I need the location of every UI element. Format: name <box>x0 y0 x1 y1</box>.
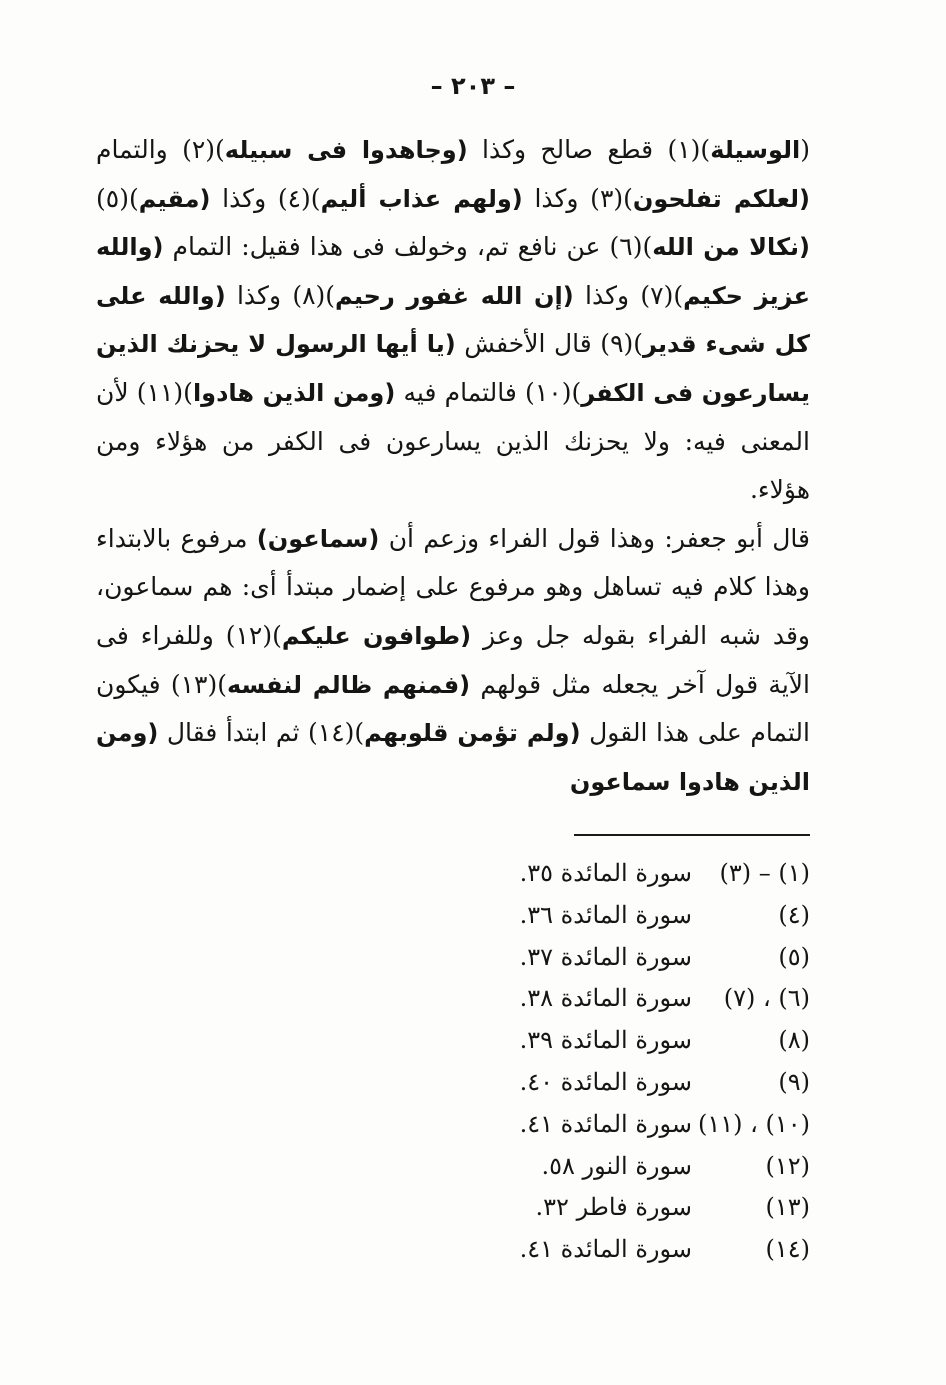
text-run: مرفوع بالابتداء وهذا كلام فيه تساهل وهو مرفوع على إضمار مبتدأ أى: هم سماعون، وقد شبه الفراء بقوله جل وعز <box>96 523 810 650</box>
footnote-source: سورة المائدة ٣٥. <box>519 859 692 887</box>
footnote-item <box>440 937 810 979</box>
text-run: )(٨) وكذا <box>225 280 336 310</box>
text-run: ( <box>800 135 810 164</box>
quoted-verse: (طوافون عليكم <box>281 621 472 650</box>
footnote-source: سورة النور ٥٨. <box>541 1151 692 1180</box>
footnote-item <box>440 1229 810 1271</box>
footnote-ref: (٦) ، (٧) <box>723 984 810 1013</box>
quoted-verse: (فمنهم ظالم لنفسه <box>227 670 471 699</box>
text-run: )(٣) وكذا <box>522 183 633 213</box>
text-run: )(٦) عن نافع تم، وخولف فى هذا فقيل: التمام <box>163 232 653 262</box>
footnote-item <box>440 1020 810 1062</box>
footnote-ref: (١٣) <box>765 1193 810 1222</box>
quoted-verse: (لعلكم تفلحون <box>632 184 810 213</box>
footnote-source: سورة المائدة ٣٧. <box>519 942 692 971</box>
footnote-source: سورة المائدة ٤١. <box>519 1109 692 1138</box>
footnote-ref: (١٠) ، (١١) <box>697 1109 810 1138</box>
quoted-verse: (والله عزيز حكيم <box>96 233 810 310</box>
footnote-item <box>440 895 810 937</box>
quoted-verse: (يا أيها الرسول لا يحزنك الذين يسارعون فى الكفر <box>96 330 810 407</box>
footnote-source: سورة المائدة ٣٨. <box>519 984 692 1013</box>
footnote-ref: (٤) <box>778 900 810 929</box>
text-run: )(٩) قال الأخفش <box>455 329 644 359</box>
quoted-verse: (ولهم عذاب أليم <box>320 184 523 213</box>
text-run: )(٢) والتمام <box>96 135 225 164</box>
text-run: )(٧) وكذا <box>573 280 684 310</box>
quoted-verse: (ومن الذين هادوا <box>192 378 396 407</box>
footnote-ref: (٩) <box>778 1067 810 1096</box>
footnotes-list <box>440 853 810 1271</box>
text-run: قال أبو جعفر: وهذا قول الفراء وزعم أن <box>379 523 810 553</box>
footnote-ref: (٨) <box>778 1026 810 1055</box>
text-run: )(١٠) فالتمام فيه <box>395 377 582 407</box>
footnote-ref: (١) – (٣) <box>719 859 810 887</box>
quoted-verse: (ولم تؤمن قلوبهم <box>364 719 581 748</box>
footnote-source: سورة المائدة ٣٩. <box>519 1026 692 1055</box>
footnote-item <box>440 853 810 895</box>
footnote-ref: (١٢) <box>765 1151 810 1180</box>
page-number: – ٢٠٣ – <box>430 72 516 100</box>
footnote-separator <box>574 834 810 836</box>
quoted-verse: (وجاهدوا فى سبيله <box>224 136 468 164</box>
footnote-item <box>440 1062 810 1104</box>
paragraph <box>96 126 810 515</box>
footnote-ref: (١٤) <box>765 1235 810 1264</box>
footnote-item <box>440 1146 810 1188</box>
text-run: )(٤) وكذا <box>210 183 321 213</box>
footnote-item <box>440 1187 810 1229</box>
footnote-ref: (٥) <box>778 942 810 971</box>
text-run: )(١٢) وللفراء فى الآية قول آخر يجعله مثل قولهم <box>96 620 811 699</box>
text-run: )(١١) لأن المعنى فيه: ولا يحزنك الذين يسارعون فى الكفر من هؤلاء ومن هؤلاء. <box>96 377 810 505</box>
quoted-verse: (ومن الذين هادوا سماعون <box>96 719 810 796</box>
quoted-verse: (مقيم <box>138 184 211 213</box>
text-run: )(١٣) فيكون التمام على هذا القول <box>96 669 810 748</box>
text-run: )(١) قطع صالح وكذا <box>467 135 711 164</box>
footnote-source: سورة فاطر ٣٢. <box>535 1193 692 1222</box>
paragraph <box>96 515 810 807</box>
footnote-item <box>440 1104 810 1146</box>
text-run: )(٥) <box>96 183 139 213</box>
quoted-verse: (إن الله غفور رحيم <box>335 281 574 310</box>
main-text <box>96 126 810 806</box>
quoted-verse: (نكالا من الله <box>652 233 811 262</box>
quoted-verse: الوسيلة <box>710 136 801 164</box>
quoted-verse: (سماعون) <box>256 524 380 553</box>
footnote-source: سورة المائدة ٣٦. <box>519 900 692 929</box>
footnote-source: سورة المائدة ٤٠. <box>519 1067 692 1096</box>
quoted-verse: (والله على كل شىء قدير <box>96 281 810 359</box>
footnote-item <box>440 978 810 1020</box>
text-run: )(١٤) ثم ابتدأ فقال <box>158 718 365 748</box>
footnote-source: سورة المائدة ٤١. <box>519 1235 692 1264</box>
